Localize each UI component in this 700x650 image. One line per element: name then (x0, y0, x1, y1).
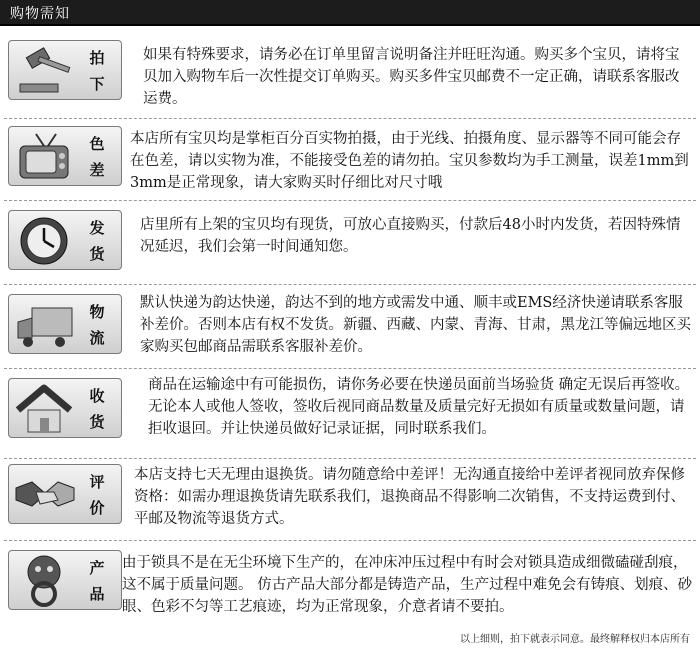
section-label: 物流 (89, 303, 105, 347)
section-tile (8, 294, 122, 354)
truck-icon (14, 298, 76, 352)
divider (4, 118, 696, 119)
section-text: 如果有特殊要求，请务必在订单里留言说明备注并旺旺沟通。购买多个宝贝，请将宝贝加入购物车后一次性提交订单购买。购买多件宝贝邮费不一定正确，请联系客服改运费。 (143, 47, 680, 107)
section-text: 本店支持七天无理由退换货。请勿随意给中差评！无沟通直接给中差评者视同放弃保修资格：如需办理退换货请先联系我们，退换商品不得影响二次销售，不支持运费到付、平邮及物流等退货方式。 (134, 467, 685, 527)
section-text: 店里所有上架的宝贝均有现货，可放心直接购买，付款后48小时内发货，若因特殊情况延迟，我们会第一时间通知您。 (140, 217, 681, 255)
section-label: 发货 (89, 219, 105, 263)
page-title: 购物需知 (10, 6, 70, 22)
section-label: 色差 (89, 135, 105, 179)
divider (4, 368, 696, 369)
section-tile (8, 378, 122, 438)
section-tile (8, 464, 122, 524)
header-bar (0, 0, 700, 26)
divider (4, 540, 696, 541)
section-text: 默认快递为韵达快递，韵达不到的地方或需发中通、顺丰或EMS经济快递请联系客服补差价。否则本店有权不发货。新疆、西藏、内蒙、青海、甘肃，黑龙江等偏远地区买家购买包邮商品需联系客服补差价。 (140, 295, 691, 355)
lion-knocker-icon (14, 554, 76, 608)
section-tile (8, 40, 122, 100)
divider (4, 284, 696, 285)
section-label: 收货 (89, 387, 105, 431)
section-tile (8, 126, 122, 186)
section-label: 拍下 (89, 49, 105, 93)
gavel-icon (14, 44, 76, 98)
divider (4, 458, 696, 459)
divider (4, 200, 696, 201)
section-label: 产品 (89, 559, 105, 603)
footer-note: 以上细则，拍下就表示同意。最终解释权归本店所有 (460, 634, 690, 645)
tv-icon (14, 130, 76, 184)
section-tile (8, 550, 122, 610)
section-tile (8, 210, 122, 270)
section-text: 本店所有宝贝均是掌柜百分百实物拍摄，由于光线、拍摄角度、显示器等不同可能会存在色差，请以实物为准，不能接受色差的请勿拍。宝贝参数均为手工测量，误差1mm到3mm是正常现象，请大家购买时仔细比对尺寸哦 (130, 131, 689, 191)
house-icon (14, 382, 76, 436)
section-label: 评价 (89, 473, 105, 517)
clock-icon (14, 214, 76, 268)
section-text: 由于锁具不是在无尘环境下生产的，在冲床冲压过程中有时会对锁具造成细微磕碰刮痕，这不属于质量问题。 仿古产品大部分都是铸造产品，生产过程中难免会有铸痕、划痕、砂眼、色彩不匀等工艺痕迹，均为正常现象，介意者请不要拍。 (122, 555, 693, 615)
handshake-icon (14, 468, 76, 522)
section-text: 商品在运输途中有可能损伤，请你务必要在快递员面前当场验货 确定无误后再签收。无论本人或他人签收，签收后视同商品数量及质量完好无损如有质量或数量问题，请拒收退回。并让快递员做好记录证据，同时联系我们。 (148, 377, 690, 437)
